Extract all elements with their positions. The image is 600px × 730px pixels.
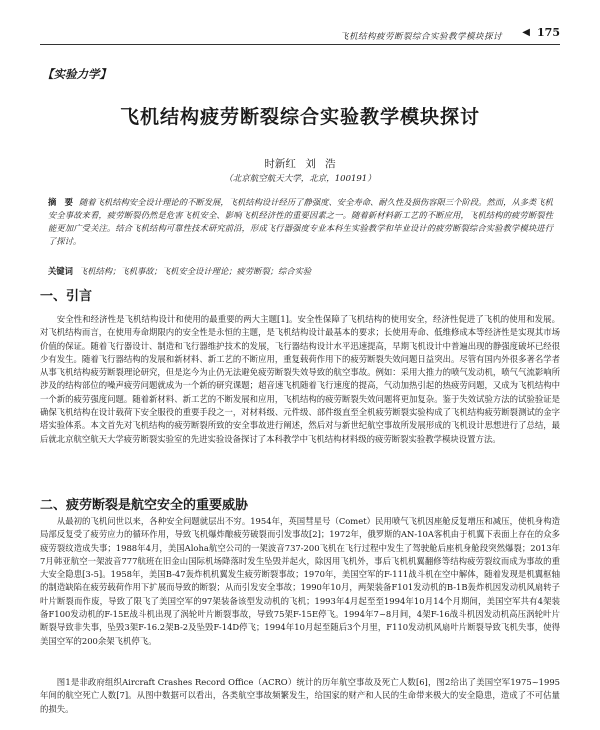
abstract-text: 随着飞机结构安全设计理论的不断发展，飞机结构设计经历了静强度、安全寿命、耐久性及损伤容限三个阶段。然而，从多类飞机安全事故来看，疲劳断裂仍然是危害飞机安全、影响飞机经济性的重要因素之一。随着新材料新工艺的不断应用，飞机结构的疲劳断裂性能更加广受关注。结合飞机结构可靠性技术研究前沿，形成飞行器强度专业本科生实验教学和毕业设计的疲劳断裂综合实验教学模块进行了探讨。	[48, 197, 553, 246]
page-arrow-icon: ◀	[522, 27, 530, 38]
paper-title: 飞机结构疲劳断裂综合实验教学模块探讨	[119, 106, 480, 128]
keywords-text: 飞机结构；飞机事故；飞机安全设计理论；疲劳断裂；综合实验	[78, 266, 312, 276]
running-title: 飞机结构疲劳断裂综合实验教学模块探讨	[339, 32, 502, 42]
running-header	[40, 26, 560, 45]
paragraph: 安全性和经济性是飞机结构设计和使用的最重要的两大主题[1]。安全性保障了飞机结构的使用安全，经济性促进了飞机的使用和发展。对飞机结构而言，在使用寿命期限内的安全性是永恒的主题，是飞机结构设计最基本的要求；长使用寿命、低维修成本等经济性是实现其市场价值的保证。随着飞行器设计、制造和飞行器维护技术的发展，飞行器结构设计水平迅速提高，早期飞机设计中普遍出现的静强度破坏已经很少有发生。随着飞行器结构的发展和新材料、新工艺的不断应用，重复载荷作用下的疲劳断裂失效问题日益突出。尽管有国内外很多著名学者从事飞机结构疲劳断裂理论研究，但是迄今为止仍无法避免疲劳断裂失效导致的航空事故。例如：采用大推力的喷气发动机，喷气气流影响所涉及的结构部位的噪声疲劳问题就成为一个新的研究课题；超音速飞机随着飞行速度的提高，气动加热引起的热疲劳问题，又成为飞机结构中一个新的疲劳强度问题。随着新材料、新工艺的不断发展和应用，飞机结构的疲劳断裂失效问题将更加复杂。鉴于失效试验方法的试验验证是确保飞机结构在设计载荷下安全服役的重要手段之一，对材料级、元件级、部件级直至全机疲劳断裂实验构成了飞机结构疲劳断裂测试的金字塔实验体系。本文首先对飞机结构的疲劳断裂所致的安全事故进行阐述，然后对与新世纪航空事故所发展形成的飞机设计思想进行了总结，最后就北京航空航天大学疲劳断裂实验室的先进实验设备探讨了本科教学中飞机结构材料级的疲劳断裂实验教学模块设置方法。	[40, 314, 560, 444]
section-heading-fatigue-threat: 二、疲劳断裂是航空安全的重要威胁	[40, 498, 249, 513]
keywords-label: 关键词	[48, 266, 73, 276]
abstract	[48, 196, 553, 248]
paragraph: 从最初的飞机问世以来，各种安全问题就层出不穷。1954年，英国彗星号（Comet）民用喷气飞机因座舱反复增压和减压，使机身构造局部反复受了疲劳应力的循环作用，导致飞机爆炸酿疲劳破裂而引发事故[2]；1972年，俄罗斯的AN-10A客机由于机翼下表面上存在的众多疲劳裂纹造成失事；1988年4月，美国Aloha航空公司的一架波音737-200飞机在飞行过程中发生了驾驶舱后座机身舱段突然爆裂；2013年7月韩亚航空一架波音777航班在旧金山国际机场降落时发生坠毁并起火，除因用飞机外，事后飞机机翼翻修等结构疲劳裂纹而成为事故的重大安全隐患[3-5]。1958年，美国B-47轰炸机机翼发生疲劳断裂事故；1970年，美国空军的F-111战斗机在空中解体，随着发现是机翼枢轴的制造缺陷在疲劳载荷作用下扩展而导致的断裂；从而引发安全事故；1990年10月，两架装备F101发动机的B-1B轰炸机因发动机风扇转子叶片断裂而作废，导致了限飞了美国空军的97架装备该型发动机的飞机；1993年4月起至至1994年10月14个月期间，美国空军共有4架装备F100发动机的F-15E战斗机出现了涡轮叶片断裂事故，导致75架F-15E停飞。1994年7~8月间，4架F-16战斗机因发动机高压涡轮叶片断裂导致非失事，坠毁3架F-16.2架B-2及坠毁F-14D停飞；1994年10月起至随后3个月里，F110发动机风扇叶片断裂导致飞机失事，使得美国空军的200余架飞机停飞。	[40, 516, 560, 646]
section-tag: 【实验力学】	[42, 67, 111, 81]
section-heading-introduction: 一、引言	[40, 289, 93, 304]
keywords	[48, 265, 553, 277]
affiliation: （北京航空航天大学，北京，100191）	[224, 174, 376, 184]
abstract-label: 摘 要	[48, 197, 73, 207]
page-number: 175	[537, 26, 560, 39]
paragraph: 图1是非政府组织Aircraft Crashes Record Office（ACRO）统计的历年航空事故及死亡人数[6]，图2给出了美国空军1975~1995年间的航空死亡人数[7]。从图中数据可以看出，各类航空事故频繁发生，给国家的财产和人民的生命带来极大的安全隐患，造成了不可估量的损失。	[40, 677, 560, 714]
authors: 时新红 刘 浩	[264, 158, 336, 170]
